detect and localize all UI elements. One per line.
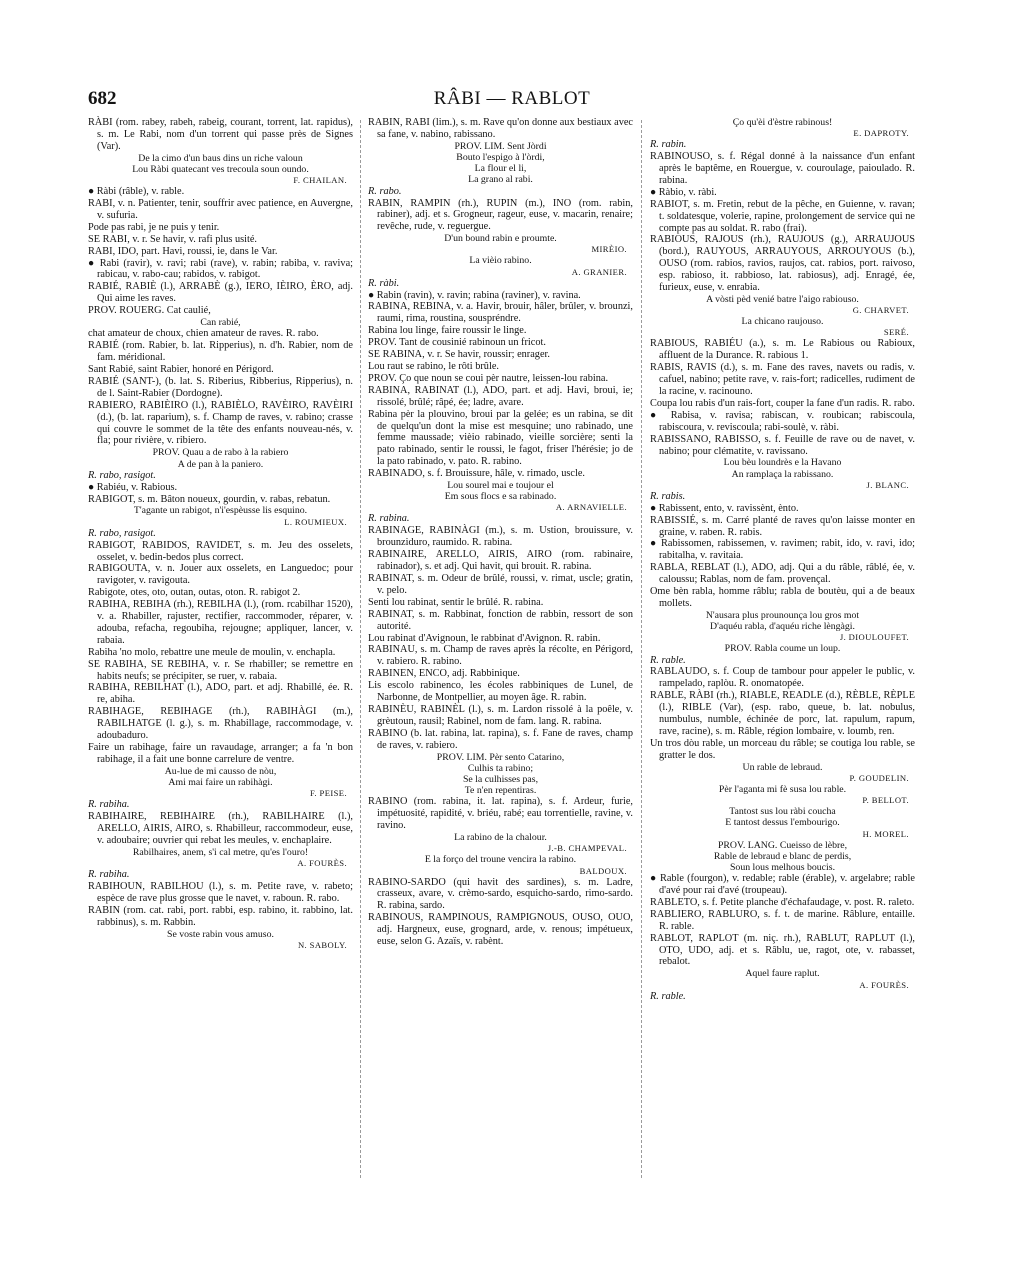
citation-author: J. DIOULOUFET. (839, 632, 909, 643)
dictionary-entry: ● Rabissent, ento, v. ravissènt, ènto. (650, 502, 799, 514)
citation-author: J.-B. CHAMPEVAL. (547, 843, 627, 854)
dictionary-entry: RABIOT, s. m. Fretin, rebut de la pêche, en Guienne, v. ravan; t. soldatesque, volerie, rapine, prolongement de service qui ne compte pas au soldat. R. rabo (frai). (650, 198, 915, 234)
dictionary-entry: ● Rabin (ravin), v. ravin; rabina (raviner), v. ravina. (368, 289, 581, 301)
verse-line: De la cimo d'un baus dins un riche valoun (138, 152, 303, 164)
verse-line: Pèr l'aganta mi fè susa lou rable. (718, 783, 847, 795)
dictionary-entry: RABISSIÉ, s. m. Carré planté de raves qu'on laisse monter en graine, v. raben. R. rabis. (650, 514, 915, 538)
etymology-ref: R. rabo, rasigot. (88, 527, 156, 539)
verse-line: A de pan à la paniero. (177, 458, 264, 470)
dictionary-entry: ● Rabissomen, rabissemen, v. ravimen; rabit, ido, v. ravi, ido; rabitalha, v. ravitaia. (650, 538, 915, 562)
dictionary-entry: Un tros dòu rable, un morceau du râble; se coutiga lou rable, se gratter le dos. (650, 737, 915, 761)
citation-author: J. BLANC. (866, 479, 909, 490)
column-left (88, 117, 353, 951)
column-divider (360, 120, 361, 1178)
citation-author: BALDOUX. (579, 865, 627, 876)
dictionary-entry: RABIN (rom. cat. rabi, port. rabbi, esp. rabino, it. rabbino, lat. rabbinus), s. m. Rabbin. (88, 904, 353, 928)
dictionary-entry: Pode pas rabi, je ne puis y tenir. (88, 221, 220, 233)
dictionary-entry: ● Ràbi (râble), v. rable. (88, 186, 185, 198)
dictionary-entry: ● Rabisa, v. ravisa; rabiscan, v. roubican; rabiscoula, rabiscoura, v. reviscoula; rabi-soulè, v. ràbi. (650, 409, 915, 433)
dictionary-entry: RABIGOUTA, v. n. Jouer aux osselets, en Languedoc; pour ravigoter, v. ravigouta. (88, 563, 353, 587)
dictionary-entry: RABIÉ, RABIÈ (l.), ARRABÈ (g.), IERO, IÈIRO, ÈRO, adj. Qui aime les raves. (88, 281, 353, 305)
dictionary-entry: RABIHAIRE, REBIHAIRE (rh.), RABILHAIRE (l.), ARELLO, AIRIS, AIRO, s. Rhabilleur, raccommodeur, euse, v. adoubaire; ouvrier qui rebat les meules, v. enchaplaire. (88, 811, 353, 846)
verse-line: An ramplaça la rabissano. (731, 468, 834, 480)
verse-line: A vòsti pèd venié batre l'aigo rabiouso. (706, 293, 859, 305)
running-head: RÂBI — RABLOT (433, 88, 591, 109)
dictionary-entry: RABIGOT, s. m. Bâton noueux, gourdin, v. rabas, rebatun. (88, 493, 331, 505)
dictionary-entry: ● Rable (fourgon), v. redable; rable (érable), v. argelabre; rable d'avé pour rai d'avé (troupeau). (650, 873, 915, 897)
dictionary-entry: RABIN, RABI (lim.), s. m. Rave qu'on donne aux bestiaux avec sa fane, v. nabino, rabissano. (368, 117, 633, 140)
page-header (88, 88, 936, 118)
citation-author: N. SABOLY. (297, 939, 347, 950)
dictionary-entry: RABIÉ (SANT-), (b. lat. S. Riberius, Ribberius, Ripperius), n. de l. Saint-Rabier (Dordogne). (88, 375, 353, 399)
dictionary-entry: PROV. ROUERG. Cat caulié, (88, 305, 211, 317)
dictionary-entry: RABIERO, RABIÈIRO (l.), RABIÈLO, RAVÈIRO, RAVÈIRI (d.), (b. lat. raparium), s. f. Champ de raves, v. rabino; crasse qui couvre le sommet de la tête des enfants nouveau-nés, v. fla; pour rivière, v. ribiero. (88, 399, 353, 447)
verse-line: E tantost dessus l'embourigo. (725, 817, 840, 829)
citation-author: A. ARNAVIELLE. (555, 502, 627, 513)
verse-line: Te n'en repentiras. (464, 785, 537, 797)
etymology-ref: R. ràbi. (368, 277, 400, 289)
dictionary-entry: RABIÉ (rom. Rabier, b. lat. Ripperius), n. d'h. Rabier, nom de fam. méridional. (88, 340, 353, 364)
dictionary-entry: RABINEN, ENCO, adj. Rabbinique. (368, 668, 520, 680)
dictionary-entry: RABINAU, s. m. Champ de raves après la récolte, en Périgord, v. rabiero. R. rabino. (368, 644, 633, 668)
dictionary-entry: RABINOUSO, s. f. Régal donné à la naissance d'un enfant après le baptême, en Rouergue, v. couroulage, paioulado. R. rabina. (650, 151, 915, 186)
verse-line: La flour el li, (474, 163, 527, 175)
dictionary-entry: RABISSANO, RABISSO, s. f. Feuille de rave ou de navet, v. nabino; pour clématite, v. ravissano. (650, 433, 915, 457)
dictionary-entry: RABINÈU, RABINÈL (l.), s. m. Lardon rissolé à la poêle, v. grèutoun, rausil; Rabinel, nom de fam. lang. R. rabina. (368, 703, 633, 727)
column-right (650, 117, 915, 1002)
dictionary-entry: ● Rabiéu, v. Rabious. (88, 481, 178, 493)
verse-line: Bouto l'espigo à l'òrdi, (456, 152, 545, 164)
dictionary-entry: ● Rabi (ravir), v. ravi; rabi (rave), v. rabin; rabiba, v. raviva; rabicau, v. rabo-cau; rabidos, v. rabigot. (88, 257, 353, 281)
dictionary-entry: Coupa lou rabis d'un rais-fort, couper la fane d'un radis. R. rabo. (650, 397, 915, 409)
dictionary-entry: RABIS, RAVIS (d.), s. m. Fane des raves, navets ou radis, v. cafuel, nabino; petite rave, v. rais-fort; radicelles, rudiment de la racine, v. racinouno. (650, 362, 915, 398)
verse-line: PROV. Rabla coume un loup. (724, 643, 841, 655)
verse-line: PROV. LIM. Sent Jòrdi (454, 140, 547, 152)
dictionary-entry: Rabina lou linge, faire roussir le linge. (368, 325, 527, 337)
dictionary-entry: SE RABIHA, SE REBIHA, v. r. Se rhabiller; se remettre en habits neufs; se précipiter, se ruer, v. rabaia. (88, 658, 353, 682)
verse-line: N'ausara plus prounounça lou gros mot (705, 609, 860, 621)
dictionary-entry: RABI, v. n. Patienter, tenir, souffrir avec patience, en Auvergne, v. sufuria. (88, 198, 353, 221)
etymology-ref: R. rabo, rasigot. (88, 469, 156, 481)
verse-line: Can rabié, (200, 317, 241, 329)
citation-author: P. GOUDELIN. (849, 772, 909, 783)
dictionary-entry: RABINAIRE, ARELLO, AIRIS, AIRO (rom. rabinaire, rabinador), s. et adj. Qui havit, qui brouit. R. rabina. (368, 549, 633, 573)
verse-line: Lou Ràbi quatecant ves trecoula soun oundo. (132, 163, 309, 175)
dictionary-entry: RÀBI (rom. rabey, rabeh, rabeig, courant, torrent, lat. rapidus), s. m. Le Rabi, nom d'un torrent qui passe près de Signes (Var). (88, 117, 353, 152)
citation-author: G. CHARVET. (852, 305, 909, 316)
dictionary-entry: RABIHAGE, REBIHAGE (rh.), RABIHÀGI (m.), RABILHATGE (l. g.), s. m. Rhabillage, raccommodage, v. adoubaduro. (88, 706, 353, 742)
citation-author: F. CHAILAN. (293, 175, 347, 186)
dictionary-entry: RABLETO, s. f. Petite planche d'échafaudage, v. post. R. raleto. (650, 896, 915, 908)
dictionary-entry: RABINA, RABINAT (l.), ADO, part. et adj. Havi, broui, ie; rissolé, brûlé; râpé, ée; ladre, avare. (368, 384, 633, 408)
verse-line: Soun lous melhous boucis. (729, 861, 836, 873)
dictionary-entry: Ome bèn rabla, homme râblu; rabla de boutèu, qui a de beaux mollets. (650, 586, 915, 610)
verse-line: La grano al rabi. (468, 174, 533, 186)
dictionary-entry: Rabiha 'no molo, rebattre une meule de moulin, v. enchapla. (88, 646, 336, 658)
dictionary-entry: RABIGOT, RABIDOS, RAVIDET, s. m. Jeu des osselets, osselet, v. bedin-bedos plus correct. (88, 539, 353, 563)
verse-line: Lou bèu loundrès e la Havano (723, 457, 842, 469)
dictionary-entry: RABIHA, REBILHAT (l.), ADO, part. et adj. Rhabillé, ée. R. re, abiha. (88, 682, 353, 706)
dictionary-entry: RABINOUS, RAMPINOUS, RAMPIGNOUS, OUSO, OUO, adj. Hargneux, euse, grognard, arde, v. renous; impétueux, euse, selon G. Azaïs, v. rabènt. (368, 912, 633, 948)
dictionary-entry: Faire un rabihage, faire un ravaudage, arranger; a fa 'n bon rabihage, il a fait une bonne carrelure de ventre. (88, 742, 353, 765)
verse-line: Culhis ta rabino; (467, 762, 534, 774)
etymology-ref: R. rabiha. (88, 799, 130, 811)
citation-author: SERÉ. (883, 327, 909, 338)
verse-line: Em sous flocs e sa rabinado. (444, 491, 557, 503)
verse-line: PROV. LIM. Pèr sento Catarino, (436, 751, 565, 763)
dictionary-entry: RABIHA, REBIHA (rh.), REBILHA (l.), (rom. rcabilhar 1520), v. a. Rhabiller, rajuster, rectifier, raccommoder, réparer, v. adouba, refacha, regoubiha, rejougne; appliquer, lancer, v. rabaia. (88, 599, 353, 646)
dictionary-entry: PROV. Tant de cousinié rabinoun un fricot. (368, 337, 546, 349)
verse-line: Ço qu'èi d'èstre rabinous! (732, 117, 833, 128)
dictionary-entry: RABI, IDO, part. Havi, roussi, ie, dans le Var. (88, 245, 278, 257)
citation-author: A. FOURÈS. (297, 858, 347, 869)
dictionary-entry: RABLAUDO, s. f. Coup de tambour pour appeler le public, v. rampelado, raplòu. R. onomatopée. (650, 666, 915, 690)
verse-line: Ami mai faire un rabihàgi. (168, 777, 273, 789)
etymology-ref: R. rabis. (650, 490, 686, 502)
dictionary-entry: RABINO (rom. rabina, it. lat. rapina), s. f. Ardeur, furie, impétuosité, rapidité, v. briéu, rabé; eau torrentielle, ravine, v. ravino. (368, 796, 633, 832)
dictionary-entry: RABINAGE, RABINÀGI (m.), s. m. Ustion, brouissure, v. brounziduro, raumido. R. rabina. (368, 525, 633, 549)
verse-line: Se voste rabin vous amuso. (167, 928, 274, 940)
etymology-ref: R. rabin. (650, 139, 687, 151)
dictionary-entry: RABINADO, s. f. Brouissure, hâle, v. rimado, uscle. (368, 468, 585, 480)
verse-line: D'aquéu rabla, d'aquéu riche lèngàgi. (710, 621, 855, 633)
citation-author: P. BELLOT. (862, 795, 909, 806)
dictionary-entry: RABINA, REBINA, v. a. Havir, brouir, hâler, brûler, v. brounzi, raumi, rima, roustina, souspréndre. (368, 301, 633, 325)
citation-author: F. PEISE. (309, 788, 347, 799)
dictionary-entry: RABLOT, RAPLOT (m. niç. rh.), RABLUT, RAPLUT (l.), OTO, UDO, adj. et s. Râblu, ue, ragot, ote, v. rabasset, rebalot. (650, 932, 915, 968)
verse-line: T'agante un rabigot, n'i'espèusse lis esquino. (133, 505, 308, 517)
dictionary-entry: chat amateur de choux, chien amateur de raves. R. rabo. (88, 328, 319, 340)
dictionary-entry: ● Ràbio, v. ràbi. (650, 186, 717, 198)
dictionary-entry: RABLIERO, RABLURO, s. f. t. de marine. Râblure, entaille. R. rable. (650, 908, 915, 932)
etymology-ref: R. rable. (650, 654, 686, 666)
citation-author: A. FOURÈS. (859, 979, 909, 990)
verse-line: PROV. LANG. Cueisso de lèbre, (717, 839, 848, 851)
verse-line: Lou sourel mai e toujour el (447, 480, 554, 492)
dictionary-entry: RABINAT, s. m. Odeur de brûlé, roussi, v. rimat, uscle; gratin, v. pelo. (368, 573, 633, 596)
verse-line: Au-lue de mi causso de nòu, (164, 765, 277, 777)
verse-line: D'un bound rabin e proumte. (444, 233, 557, 245)
verse-line: La vièio rabino. (469, 255, 532, 267)
verse-line: E la forço del troune vencira la rabino. (424, 854, 577, 866)
column-middle (368, 117, 633, 948)
citation-author: A. GRANIER. (571, 266, 627, 277)
verse-line: La rabino de la chalour. (454, 832, 547, 844)
dictionary-entry: RABLA, REBLAT (l.), ADO, adj. Qui a du râble, râblé, ée, v. caloussu; Rablas, nom de fam. provençal. (650, 562, 915, 586)
page-number: 682 (88, 88, 117, 109)
etymology-ref: R. rabina. (368, 513, 410, 525)
dictionary-entry: RABIN, RAMPIN (rh.), RUPIN (m.), INO (rom. rabin, rabiner), adj. et s. Grogneur, rageur, euse, v. macarin, renaire; revêche, rude, v. reguergue. (368, 197, 633, 233)
verse-line: Rable de lebraud e blanc de perdis, (713, 850, 852, 862)
citation-author: L. ROUMIEUX. (284, 516, 347, 527)
verse-line: PROV. Quau a de rabo à la rabiero (152, 447, 289, 459)
verse-line: Se la culhisses pas, (462, 774, 539, 785)
dictionary-entry: SE RABI, v. r. Se havir, v. rafi plus usité. (88, 233, 257, 245)
dictionary-entry: Lis escolo rabinenco, les écoles rabbiniques de Lunel, de Narbonne, de Montpellier, au moyen âge. R. rabin. (368, 680, 633, 704)
dictionary-entry: RABINO (b. lat. rabina, lat. rapina), s. f. Fane de raves, champ de raves, v. rabiero. (368, 727, 633, 751)
verse-line: Rabilhaires, anem, s'i cal metre, qu'es l'ouro! (132, 846, 309, 858)
citation-author: MIRÈIO. (591, 244, 627, 255)
etymology-ref: R. rabiha. (88, 869, 130, 881)
dictionary-entry: Rabigote, otes, oto, outan, outas, oton. R. rabigot 2. (88, 587, 301, 599)
verse-line: Aquel faure raplut. (745, 968, 820, 980)
dictionary-entry: PROV. Ço que noun se coui pèr nautre, leissen-lou rabina. (368, 372, 609, 384)
dictionary-entry: RABIOUS, RAJOUS (rh.), RAUJOUS (g.), ARRAUJOUS (bord.), RAUYOUS, ARRAUYOUS, ARROUYOUS (b.), OUSO (rom. rabios, ravios, raujos, cat. rabios, port. raivoso, esp. rabioso, it. rabbioso, lat. rabiosus), adj. Enragé, ée, furieux, euse, v. enrabia. (650, 234, 915, 294)
dictionary-entry: Senti lou rabinat, sentir le brûlé. R. rabina. (368, 596, 544, 608)
etymology-ref: R. rable. (650, 990, 686, 1002)
dictionary-entry: Rabina pèr la plouvino, broui par la gelée; es un rabina, se dit de quelqu'un dont la mise est mesquine; uno rabinado, une femme maussade; vièio rabinado, vieille sorcière; senti la pato rabinado, sentir le roussi, le fagot, friser l'hérésie; jo de la pato rabinado, v. pato. R. rabino. (368, 408, 633, 468)
citation-author: H. MOREL. (862, 828, 909, 839)
etymology-ref: R. rabo. (368, 185, 402, 197)
dictionary-entry: RABLE, RÀBI (rh.), RIABLE, READLE (d.), RÈBLE, RÈPLE (l.), RIBLE (Var), (esp. rabo, queue, b. lat. nobulus, numbulus, numble, échinée de porc, lat. rapulum, rapum, rave, racine), s. m. Râble, région lombaire, v. loumb, ren. (650, 690, 915, 737)
verse-line: La chicano raujouso. (741, 316, 824, 328)
dictionary-entry: RABIOUS, RABIÉU (a.), s. m. Le Rabious ou Rabioux, affluent de la Durance. R. rabious 1. (650, 338, 915, 362)
citation-author: E. DAPROTY. (853, 128, 909, 139)
dictionary-entry: RABINO-SARDO (qui havit des sardines), s. m. Ladre, crasseux, avare, v. crèmo-sardo, esquicho-sardo, rimo-sardo. R. rabina, sardo. (368, 876, 633, 912)
dictionary-entry: RABINAT, s. m. Rabbinat, fonction de rabbin, ressort de son autorité. (368, 608, 633, 632)
dictionary-entry: Lou raut se rabino, le rôti brûle. (368, 361, 499, 372)
verse-line: Tantost sus lou ràbi coucha (729, 806, 836, 818)
dictionary-entry: RABIHOUN, RABILHOU (l.), s. m. Petite rave, v. rabeto; espèce de rave plus grosse que le navet, v. raboun. R. rabo. (88, 880, 353, 904)
dictionary-entry: Lou rabinat d'Avignoun, le rabbinat d'Avignon. R. rabin. (368, 632, 601, 644)
dictionary-entry: SE RABINA, v. r. Se havir, roussir; enrager. (368, 349, 550, 361)
dictionary-entry: Sant Rabié, saint Rabier, honoré en Périgord. (88, 364, 274, 376)
column-divider (641, 120, 642, 1178)
verse-line: Un rable de lebraud. (742, 761, 823, 773)
